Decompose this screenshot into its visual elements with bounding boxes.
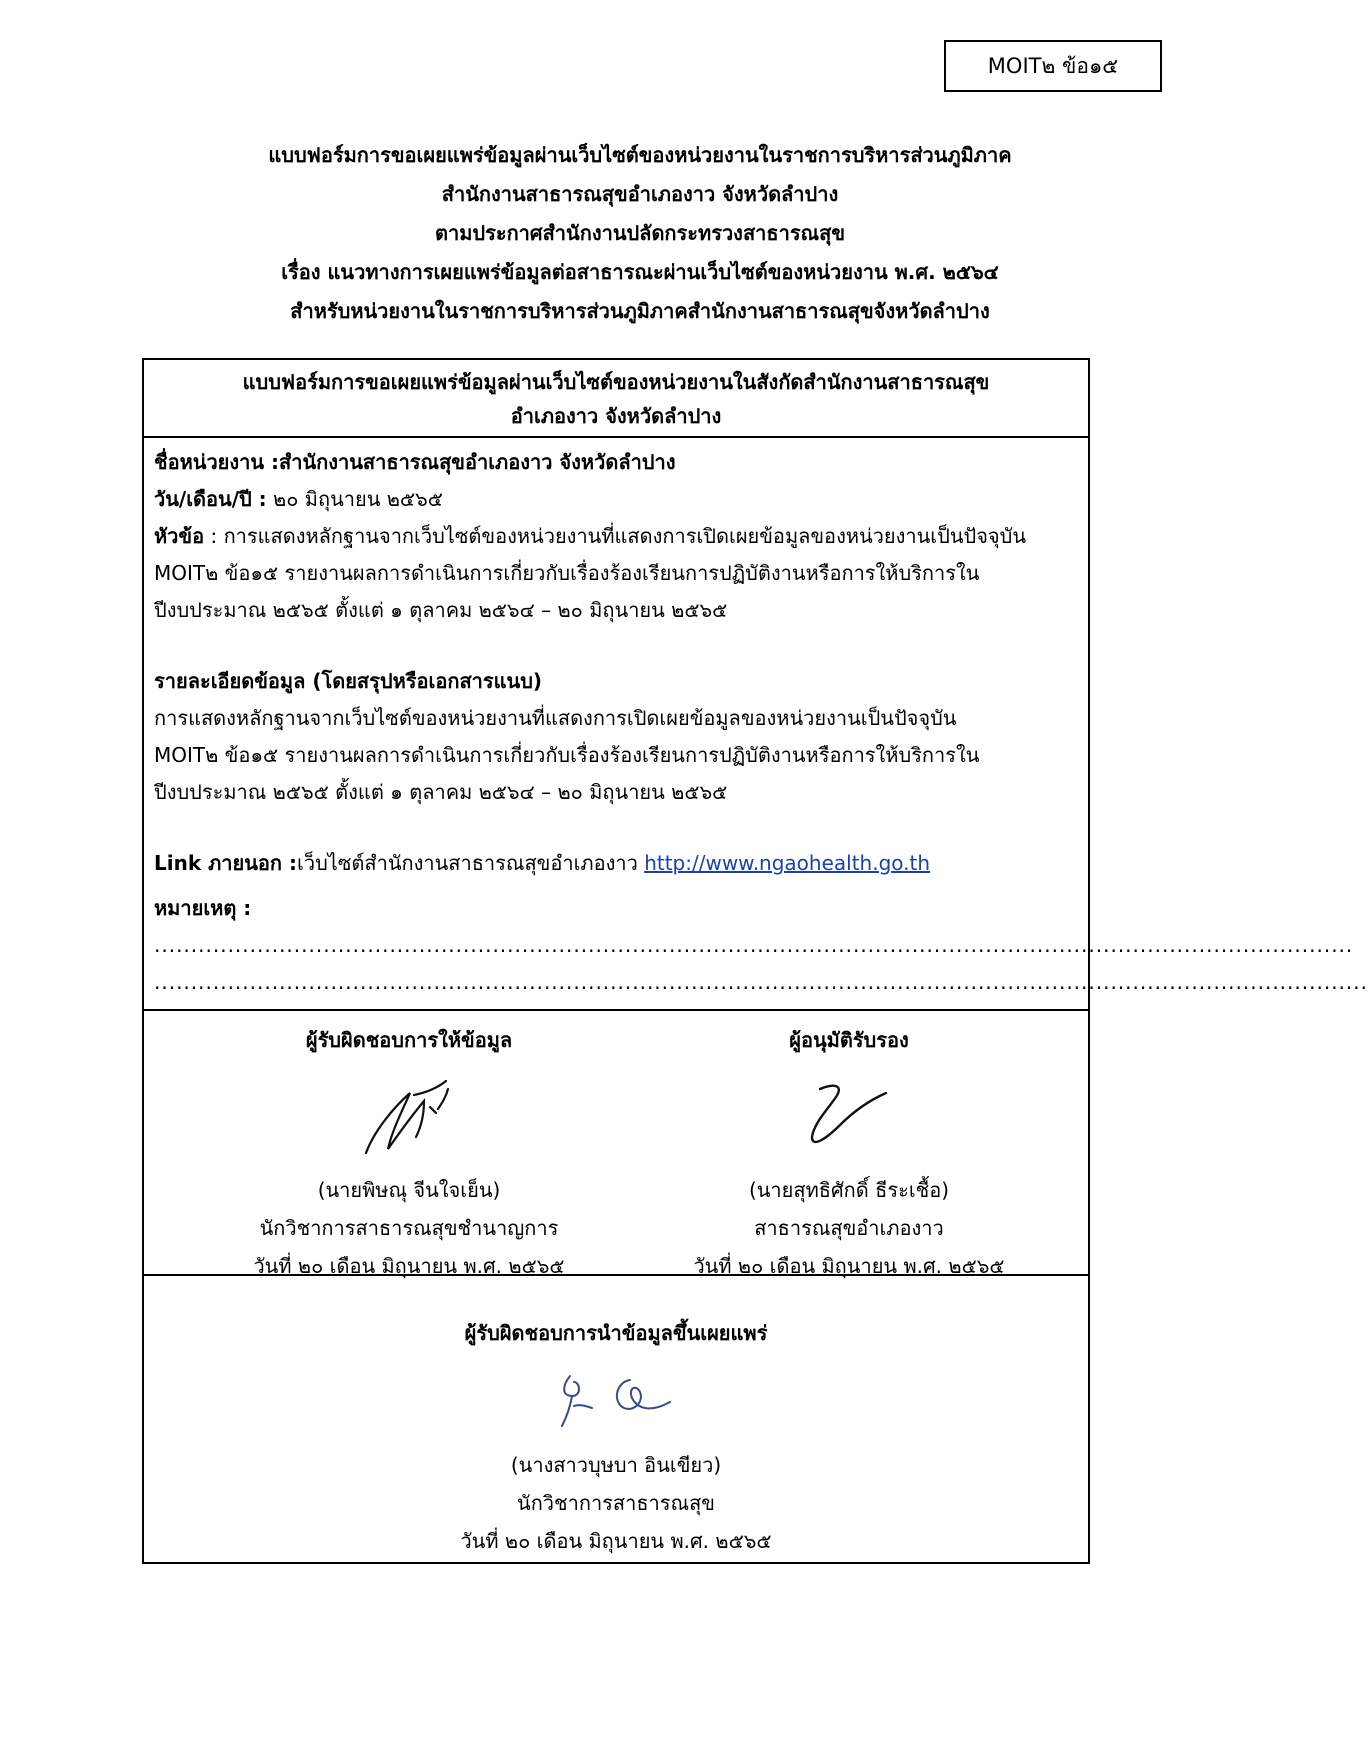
- unit-value: สำนักงานสาธารณสุขอำเภองาว จังหวัดลำปาง: [279, 450, 676, 474]
- detail-label: รายละเอียดข้อมูล (โดยสรุปหรือเอกสารแนบ): [154, 669, 543, 693]
- date-row: [154, 481, 1082, 518]
- remark-label: หมายเหตุ :: [154, 896, 252, 920]
- signature-scribble: [784, 1067, 914, 1167]
- form-title-line: แบบฟอร์มการขอเผยแพร่ข้อมูลผ่านเว็บไซต์ของหน่วยงานในสังกัดสำนักงานสาธารณสุข: [242, 370, 990, 394]
- detail-text: การแสดงหลักฐานจากเว็บไซต์ของหน่วยงานที่แสดงการเปิดเผยข้อมูลของหน่วยงานเป็นปัจจุบัน: [154, 706, 957, 730]
- topic-text: ปีงบประมาณ ๒๕๖๕ ตั้งแต่ ๑ ตุลาคม ๒๕๖๔ – ๒๐ มิถุนายน ๒๕๖๕: [154, 598, 728, 622]
- publisher-role: ผู้รับผิดชอบการนำข้อมูลขึ้นเผยแพร่: [464, 1321, 768, 1345]
- signature-scribble: [536, 1362, 696, 1442]
- publisher-name: (นางสาวบุษบา อินเขียว): [510, 1453, 722, 1477]
- publisher-date: วันที่ ๒๐ เดือน มิถุนายน พ.ศ. ๒๕๖๕: [460, 1529, 772, 1553]
- approval-section: [144, 1011, 1088, 1276]
- heading-line: ตามประกาศสำนักงานปลัดกระทรวงสาธารณสุข: [434, 221, 845, 245]
- topic-row: [154, 518, 1082, 555]
- signature-image: [614, 1063, 1084, 1171]
- signer-name: (นายสุทธิศักดิ์ ธีระเชื้อ): [748, 1178, 950, 1202]
- link-row: [154, 845, 1082, 882]
- form-table: [142, 358, 1368, 1564]
- signer-position: นักวิชาการสาธารณสุขชำนาญการ: [259, 1216, 559, 1240]
- publisher-section: [144, 1276, 1088, 1562]
- form-title: [144, 360, 1088, 438]
- signature-image: [144, 1358, 1088, 1446]
- unit-row: [154, 444, 1082, 481]
- document-code-box: [944, 40, 1162, 92]
- heading-line: สำหรับหน่วยงานในราชการบริหารส่วนภูมิภาคสำนักงานสาธารณสุขจังหวัดลำปาง: [290, 299, 990, 323]
- document-heading: [100, 136, 1180, 331]
- unit-label: ชื่อหน่วยงาน :: [154, 450, 280, 474]
- detail-text: ปีงบประมาณ ๒๕๖๕ ตั้งแต่ ๑ ตุลาคม ๒๕๖๔ – ๒๐ มิถุนายน ๒๕๖๕: [154, 780, 728, 804]
- signer-role: ผู้อนุมัติรับรอง: [789, 1028, 909, 1052]
- topic-text: MOIT๒ ข้อ๑๕ รายงานผลการดำเนินการเกี่ยวกับเรื่องร้องเรียนการปฏิบัติงานหรือการให้บริการใน: [154, 561, 980, 585]
- detail-text: MOIT๒ ข้อ๑๕ รายงานผลการดำเนินการเกี่ยวกับเรื่องร้องเรียนการปฏิบัติงานหรือการให้บริการใน: [154, 743, 980, 767]
- document-code: MOIT๒ ข้อ๑๕: [987, 53, 1119, 78]
- remark-dotted-line: .....................................................................................................................................................................: [154, 970, 1368, 994]
- date-label: วัน/เดือน/ปี :: [154, 487, 267, 511]
- link-label: Link ภายนอก :: [154, 851, 297, 875]
- website-link[interactable]: http://www.ngaohealth.go.th: [644, 851, 931, 875]
- signer-name: (นายพิษณุ จีนใจเย็น): [317, 1178, 501, 1202]
- signer-date: วันที่ ๒๐ เดือน มิถุนายน พ.ศ. ๒๕๖๕: [693, 1254, 1005, 1278]
- signature-scribble: [344, 1067, 474, 1167]
- date-value: ๒๐ มิถุนายน ๒๕๖๕: [266, 487, 443, 511]
- signer-date: วันที่ ๒๐ เดือน มิถุนายน พ.ศ. ๒๕๖๕: [253, 1254, 565, 1278]
- signer-position: สาธารณสุขอำเภองาว: [754, 1216, 944, 1240]
- heading-line: แบบฟอร์มการขอเผยแพร่ข้อมูลผ่านเว็บไซต์ของหน่วยงานในราชการบริหารส่วนภูมิภาค: [268, 143, 1012, 167]
- approver-signer: [614, 1011, 1084, 1285]
- topic-label: หัวข้อ: [154, 524, 205, 548]
- topic-text: : การแสดงหลักฐานจากเว็บไซต์ของหน่วยงานที่แสดงการเปิดเผยข้อมูลของหน่วยงานเป็นปัจจุบัน: [204, 524, 1027, 548]
- form-title-line: อำเภองาว จังหวัดลำปาง: [510, 404, 722, 428]
- signature-image: [174, 1063, 644, 1171]
- link-description: เว็บไซต์สำนักงานสาธารณสุขอำเภองาว: [297, 851, 645, 875]
- signer-role: ผู้รับผิดชอบการให้ข้อมูล: [305, 1028, 513, 1052]
- provider-signer: [174, 1011, 644, 1285]
- heading-line: เรื่อง แนวทางการเผยแพร่ข้อมูลต่อสาธารณะผ่านเว็บไซต์ของหน่วยงาน พ.ศ. ๒๕๖๔: [281, 260, 999, 284]
- form-details: [144, 438, 1368, 1011]
- heading-line: สำนักงานสาธารณสุขอำเภองาว จังหวัดลำปาง: [441, 182, 839, 206]
- publisher-position: นักวิชาการสาธารณสุข: [517, 1491, 715, 1515]
- remark-dotted-line: ...................................................................................................................................................................: [154, 933, 1354, 957]
